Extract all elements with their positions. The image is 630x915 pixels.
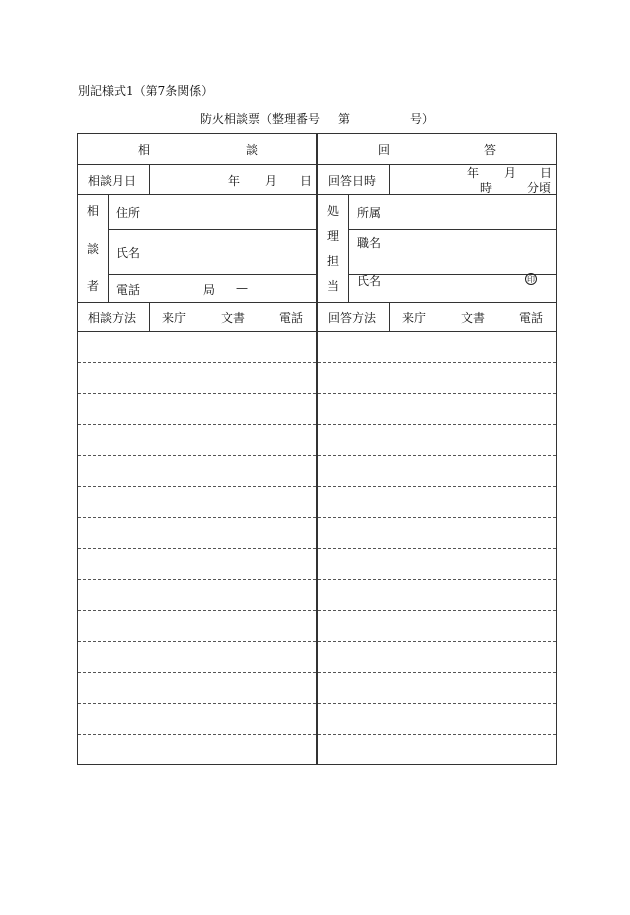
consult-method-document: 文書 <box>221 311 246 325</box>
answer-date-day: 日 <box>540 166 553 180</box>
answer-method-phone: 電話 <box>519 311 544 325</box>
answer-time-minute: 分頃 <box>527 181 552 195</box>
seal-icon: 印 <box>527 274 535 284</box>
form-title: 防火相談票（整理番号 <box>200 112 321 126</box>
header-answer-2: 答 <box>484 143 497 157</box>
form-id: 別記様式1（第7条関係） <box>78 84 214 98</box>
handler-title-label: 職名 <box>357 236 382 250</box>
header-consult-2: 談 <box>246 143 259 157</box>
answer-datetime-label: 回答日時 <box>328 174 377 188</box>
answer-time-hour: 時 <box>480 181 493 195</box>
consult-method-label: 相談方法 <box>88 311 137 325</box>
title-number-dai: 第 <box>338 112 351 126</box>
consult-address-label: 住所 <box>116 206 141 220</box>
consulter-label: 相 談 者 <box>86 204 99 293</box>
consult-date-label: 相談月日 <box>88 174 137 188</box>
consult-phone-dash: — <box>236 281 248 295</box>
handler-label: 処 理 担 当 <box>326 204 339 293</box>
consult-name-label: 氏名 <box>116 246 141 260</box>
title-number-go: 号） <box>410 112 435 126</box>
header-answer-1: 回 <box>378 143 391 157</box>
answer-date-month: 月 <box>504 166 517 180</box>
consult-date-year: 年 <box>228 174 241 188</box>
consult-method-visit: 来庁 <box>162 311 187 325</box>
consultation-form-table <box>77 133 557 765</box>
consult-date-day: 日 <box>300 174 313 188</box>
consult-phone-exchange: 局 <box>203 283 216 297</box>
header-consult-1: 相 <box>138 143 151 157</box>
answer-method-label: 回答方法 <box>328 311 377 325</box>
handler-name-label: 氏名 <box>357 274 382 288</box>
answer-date-year: 年 <box>467 166 480 180</box>
answer-method-document: 文書 <box>461 311 486 325</box>
answer-method-visit: 来庁 <box>402 311 427 325</box>
handler-dept-label: 所属 <box>357 206 382 220</box>
consult-method-phone: 電話 <box>279 311 304 325</box>
consult-phone-label: 電話 <box>116 283 141 297</box>
consult-date-month: 月 <box>265 174 278 188</box>
